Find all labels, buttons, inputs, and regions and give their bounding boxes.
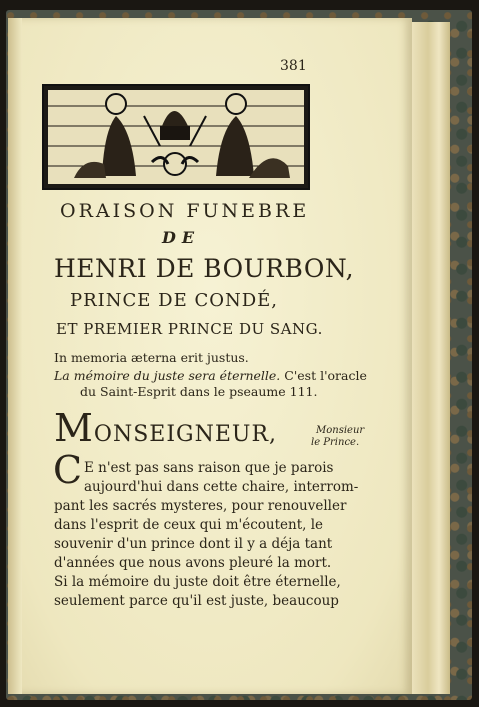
body-line-2: aujourd'hui dans cette chaire, interrom- [84, 479, 359, 495]
salutation [54, 406, 277, 450]
epigraph-latin: In memoria æterna erit justus. [54, 350, 249, 365]
body-line-3: pant les sacrés mysteres, pour renouveller [54, 498, 347, 514]
margin-note-line1: Monsieur [316, 425, 365, 436]
woodcut-headpiece [42, 84, 310, 190]
title-de: DE [162, 228, 201, 247]
salutation-initial: M [54, 406, 94, 450]
page-number: 381 [280, 58, 307, 74]
margin-note-line2: le Prince. [311, 437, 360, 448]
body-line-4: dans l'esprit de ceux qui m'écoutent, le [54, 517, 324, 533]
title-prince-de-conde: PRINCE DE CONDÉ, [70, 290, 279, 311]
body-line-8: seulement parce qu'il est juste, beaucoup [54, 593, 339, 609]
salutation-rest: ONSEIGNEUR, [93, 422, 278, 447]
title-oraison-funebre: ORAISON FUNEBRE [60, 200, 310, 222]
body-line-7: Si la mémoire du juste doit être éternelle, [54, 574, 341, 590]
epigraph-french-italic: La mémoire du juste sera éternelle. [54, 368, 281, 383]
body-line-1: E n'est pas sans raison que je parois [84, 460, 334, 476]
drop-cap: C [53, 448, 83, 492]
title-henri-de-bourbon: HENRI DE BOURBON, [54, 254, 355, 283]
epigraph-french-rest: C'est l'oracle [280, 368, 367, 383]
epigraph-french-line2: du Saint-Esprit dans le pseaume 111. [80, 384, 318, 399]
title-premier-prince: ET PREMIER PRINCE DU SANG. [56, 320, 323, 338]
page-fold [8, 18, 22, 694]
body-line-5: souvenir d'un prince dont il y a déja tant [54, 536, 333, 552]
woodcut-illustration [44, 86, 308, 188]
epigraph-french [54, 368, 367, 383]
body-line-6: d'années que nous avons pleuré la mort. [54, 555, 332, 571]
